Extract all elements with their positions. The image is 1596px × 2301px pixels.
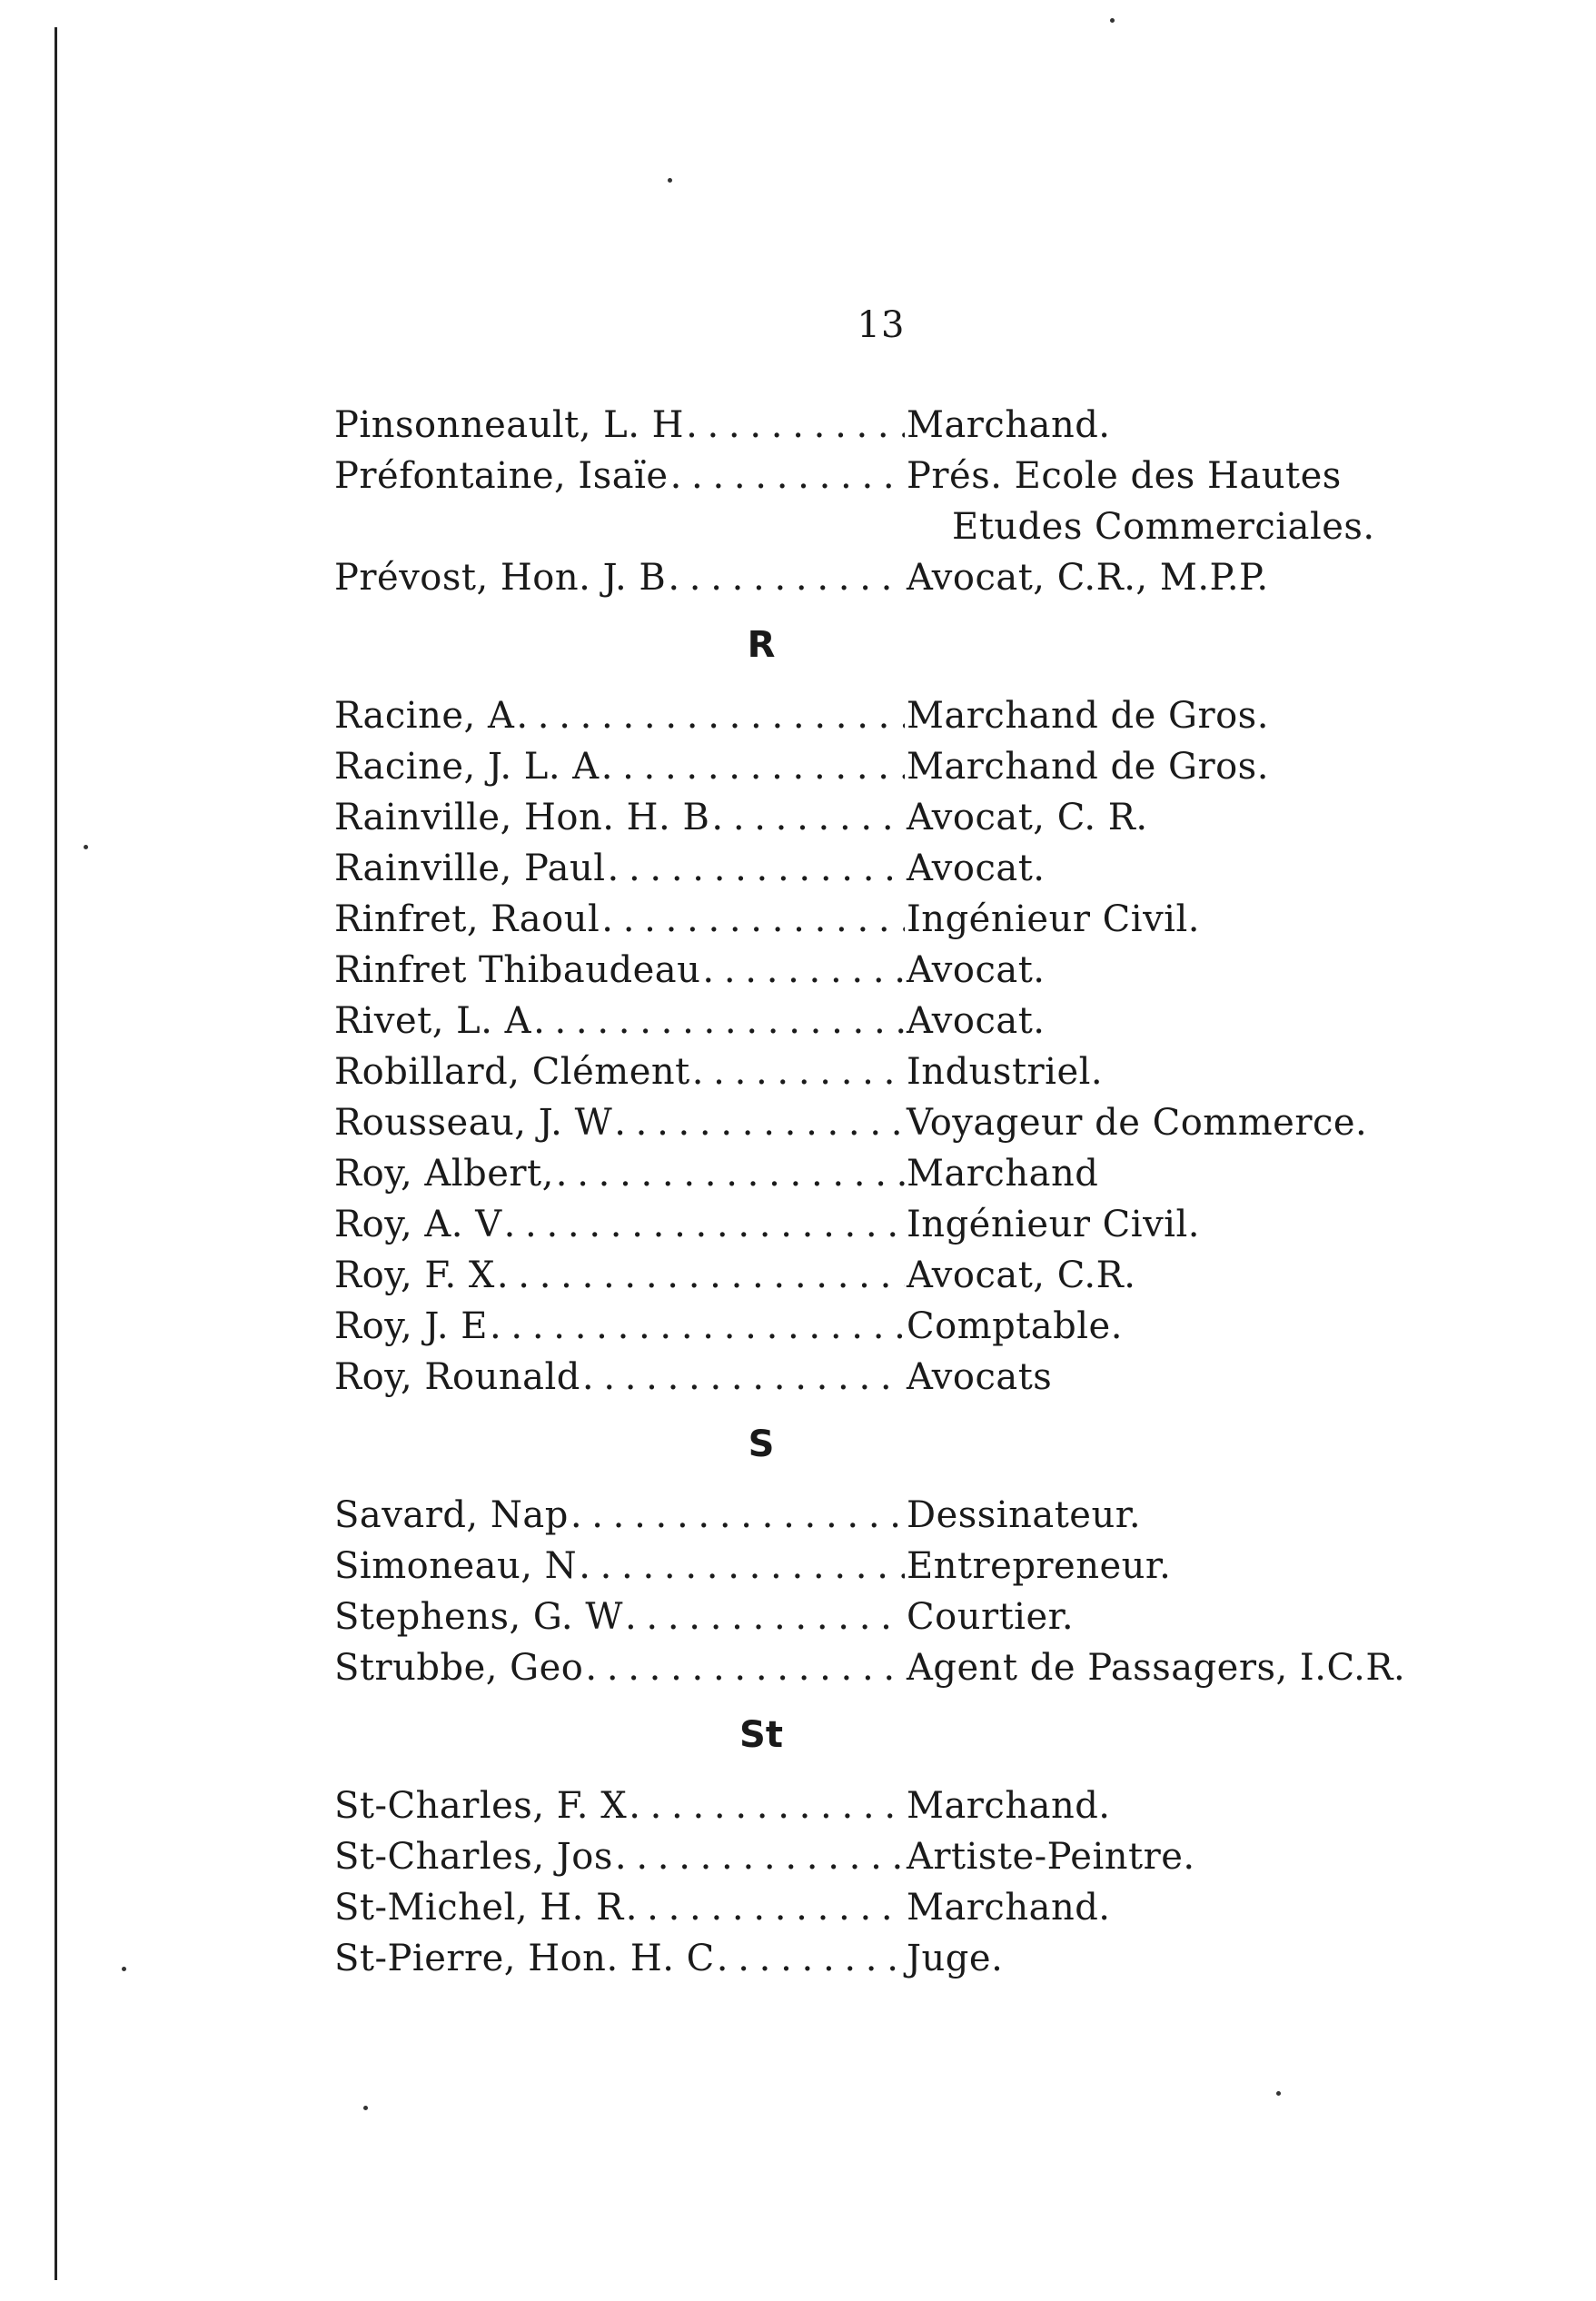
directory-entry <box>334 792 1442 843</box>
page-number: 13 <box>857 304 906 346</box>
entry-occupation <box>907 741 1442 792</box>
dot-leader <box>717 1933 905 1984</box>
dot-leader <box>626 1882 905 1933</box>
dot-leader <box>614 1097 905 1148</box>
directory-entry <box>334 1097 1442 1148</box>
entry-name: Savard, Nap <box>334 1494 569 1536</box>
section-letter-heading: R <box>747 624 776 666</box>
entry-occupation <box>907 1097 1442 1148</box>
occupation-text: Voyageur de Commerce. <box>907 1102 1368 1144</box>
directory-entry <box>334 1882 1442 1933</box>
directory-entry <box>334 1148 1442 1199</box>
directory-entry <box>334 690 1442 741</box>
dot-leader <box>668 552 905 603</box>
directory-entry <box>334 996 1442 1046</box>
directory-entry <box>334 1352 1442 1403</box>
dot-leader <box>670 451 905 501</box>
entry-occupation <box>907 1046 1442 1097</box>
entry-occupation <box>907 1780 1442 1831</box>
entry-occupation <box>907 945 1442 996</box>
entry-name: Roy, A. V <box>334 1204 502 1245</box>
dot-leader <box>579 1541 905 1592</box>
entry-occupation <box>907 1933 1442 1984</box>
occupation-text: Avocats <box>907 1356 1053 1398</box>
entry-occupation <box>907 690 1442 741</box>
section-group <box>334 1419 1442 1693</box>
dot-leader <box>516 690 905 741</box>
occupation-text: Agent de Passagers, I.C.R. <box>907 1647 1406 1689</box>
dot-leader <box>601 741 905 792</box>
directory-entry <box>334 1199 1442 1250</box>
entry-occupation <box>907 1592 1442 1642</box>
directory-entry <box>334 1831 1442 1882</box>
occupation-text: Avocat, C.R. <box>907 1255 1136 1296</box>
entry-name: Pinsonneault, L. H <box>334 404 685 446</box>
occupation-text: Artiste-Peintre. <box>907 1836 1195 1878</box>
directory-entry <box>334 945 1442 996</box>
directory-entry <box>334 1250 1442 1301</box>
entry-name: Rivet, L. A <box>334 1000 532 1042</box>
section-group <box>334 400 1442 603</box>
occupation-text: Prés. Ecole des Hautes <box>907 455 1342 497</box>
entry-name: Préfontaine, Isaïe <box>334 455 669 497</box>
occupation-text: Avocat. <box>907 1000 1046 1042</box>
entry-name: Roy, J. E <box>334 1305 488 1347</box>
occupation-text: Marchand. <box>907 404 1111 446</box>
entry-occupation <box>907 1831 1442 1882</box>
entry-occupation <box>907 1301 1442 1352</box>
section-letter-heading: S <box>748 1423 775 1465</box>
directory-entry <box>334 552 1442 603</box>
directory-entry <box>334 1933 1442 1984</box>
directory-entry <box>334 1541 1442 1592</box>
entry-name: Robillard, Clément <box>334 1051 690 1093</box>
dot-leader <box>692 1046 905 1097</box>
entry-occupation <box>907 451 1442 552</box>
occupation-continuation: Etudes Commerciales. <box>952 506 1375 548</box>
dot-leader <box>625 1592 905 1642</box>
occupation-text: Marchand. <box>907 1785 1111 1827</box>
entry-name: St-Michel, H. R <box>334 1887 624 1929</box>
occupation-text: Comptable. <box>907 1305 1123 1347</box>
entry-name: Racine, J. L. A <box>334 746 600 788</box>
dot-leader <box>533 996 905 1046</box>
dot-leader <box>570 1490 905 1541</box>
entry-occupation <box>907 400 1442 451</box>
entry-occupation <box>907 1490 1442 1541</box>
entry-name: Racine, A <box>334 695 515 737</box>
print-speck <box>122 1967 126 1971</box>
dot-leader <box>686 400 905 451</box>
print-speck <box>1276 2091 1281 2096</box>
directory-entry <box>334 741 1442 792</box>
print-speck <box>363 2106 368 2110</box>
entry-occupation <box>907 1148 1442 1199</box>
occupation-text: Juge. <box>907 1938 1004 1979</box>
dot-leader <box>615 1831 905 1882</box>
dot-leader <box>585 1642 905 1693</box>
occupation-text: Avocat, C. R. <box>907 797 1148 838</box>
dot-leader <box>497 1250 905 1301</box>
occupation-text: Marchand. <box>907 1887 1111 1929</box>
occupation-text: Courtier. <box>907 1596 1075 1638</box>
dot-leader <box>601 894 905 945</box>
entry-occupation <box>907 894 1442 945</box>
entry-name: Roy, Albert, <box>334 1153 554 1195</box>
entry-name: Rinfret Thibaudeau <box>334 949 701 991</box>
margin-rule <box>55 27 57 2280</box>
entry-name: Rainville, Paul <box>334 848 606 889</box>
directory-entry <box>334 1780 1442 1831</box>
directory-entry <box>334 1642 1442 1693</box>
directory-entry <box>334 1301 1442 1352</box>
entry-name: Simoneau, N <box>334 1545 578 1587</box>
entry-occupation <box>907 843 1442 894</box>
directory-entry <box>334 1490 1442 1541</box>
entry-name: Prévost, Hon. J. B <box>334 557 667 599</box>
occupation-text: Marchand de Gros. <box>907 746 1269 788</box>
entry-name: St-Charles, F. X <box>334 1785 628 1827</box>
directory-entry <box>334 1046 1442 1097</box>
section-group <box>334 620 1442 1403</box>
entry-occupation <box>907 1541 1442 1592</box>
directory-entry <box>334 843 1442 894</box>
occupation-text: Marchand de Gros. <box>907 695 1269 737</box>
dot-leader <box>490 1301 905 1352</box>
section-group <box>334 1710 1442 1984</box>
section-letter-heading: St <box>739 1714 783 1756</box>
directory-entry <box>334 894 1442 945</box>
dot-leader <box>504 1199 905 1250</box>
occupation-text: Dessinateur. <box>907 1494 1142 1536</box>
entry-occupation <box>907 1352 1442 1403</box>
entry-occupation <box>907 792 1442 843</box>
entry-occupation <box>907 996 1442 1046</box>
dot-leader <box>629 1780 905 1831</box>
occupation-text: Entrepreneur. <box>907 1545 1172 1587</box>
dot-leader <box>711 792 905 843</box>
entry-name: St-Charles, Jos <box>334 1836 613 1878</box>
entry-name: St-Pierre, Hon. H. C <box>334 1938 715 1979</box>
dot-leader <box>702 945 905 996</box>
entry-name: Roy, Rounald <box>334 1356 580 1398</box>
dot-leader <box>582 1352 905 1403</box>
directory-entry <box>334 400 1442 451</box>
entry-name: Strubbe, Geo <box>334 1647 584 1689</box>
occupation-text: Avocat, C.R., M.P.P. <box>907 557 1269 599</box>
dot-leader <box>556 1148 905 1199</box>
entry-occupation <box>907 1642 1442 1693</box>
entry-name: Roy, F. X <box>334 1255 495 1296</box>
occupation-text: Ingénieur Civil. <box>907 898 1200 940</box>
print-speck <box>1110 18 1115 23</box>
entry-occupation <box>907 1250 1442 1301</box>
occupation-text: Avocat. <box>907 848 1046 889</box>
directory-entry <box>334 1592 1442 1642</box>
entry-name: Rousseau, J. W <box>334 1102 613 1144</box>
entry-occupation <box>907 552 1442 603</box>
print-speck <box>668 178 672 183</box>
entry-name: Rinfret, Raoul <box>334 898 600 940</box>
print-speck <box>84 845 88 849</box>
occupation-text: Avocat. <box>907 949 1046 991</box>
occupation-text: Ingénieur Civil. <box>907 1204 1200 1245</box>
entry-occupation <box>907 1882 1442 1933</box>
directory-listing <box>334 400 1442 1984</box>
entry-name: Stephens, G. W <box>334 1596 623 1638</box>
occupation-text: Industriel. <box>907 1051 1104 1093</box>
occupation-text: Marchand <box>907 1153 1099 1195</box>
entry-occupation <box>907 1199 1442 1250</box>
dot-leader <box>608 843 905 894</box>
directory-entry <box>334 451 1442 552</box>
entry-name: Rainville, Hon. H. B <box>334 797 710 838</box>
